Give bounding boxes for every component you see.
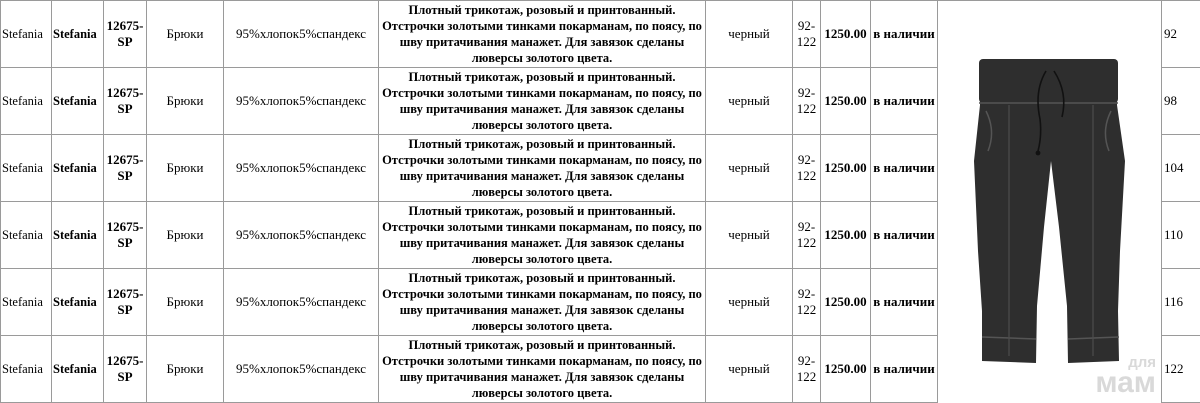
availability-cell: в наличии (871, 336, 938, 403)
size-range-cell: 92-122 (793, 336, 821, 403)
brand-bold-cell: Stefania (52, 269, 104, 336)
price-cell: 1250.00 (821, 202, 871, 269)
size-code-cell: 122 (1162, 336, 1200, 403)
article-cell: 12675-SP (104, 202, 147, 269)
size-range-cell: 92-122 (793, 135, 821, 202)
material-cell: 95%хлопок5%спандекс (224, 1, 379, 68)
brand-bold-cell: Stefania (52, 336, 104, 403)
availability-cell: в наличии (871, 1, 938, 68)
size-code-cell: 104 (1162, 135, 1200, 202)
description-cell: Плотный трикотаж, розовый и принтованный. Отстрочки золотыми тинками покарманам, по поясу, по шву притачивания манажет. Для завязок сделаны люверсы золотого цвета. (379, 269, 706, 336)
price-cell: 1250.00 (821, 336, 871, 403)
description-cell: Плотный трикотаж, розовый и принтованный. Отстрочки золотыми тинками покарманам, по поясу, по шву притачивания манажет. Для завязок сделаны люверсы золотого цвета. (379, 68, 706, 135)
product-photo-cell (938, 1, 1162, 403)
availability-cell: в наличии (871, 68, 938, 135)
brand-cell: Stefania (1, 202, 52, 269)
type-cell: Брюки (147, 336, 224, 403)
material-cell: 95%хлопок5%спандекс (224, 202, 379, 269)
article-cell: 12675-SP (104, 336, 147, 403)
article-cell: 12675-SP (104, 269, 147, 336)
size-range-cell: 92-122 (793, 269, 821, 336)
type-cell: Брюки (147, 1, 224, 68)
type-cell: Брюки (147, 202, 224, 269)
color-cell: черный (706, 336, 793, 403)
article-cell: 12675-SP (104, 135, 147, 202)
size-range-cell: 92-122 (793, 68, 821, 135)
description-cell: Плотный трикотаж, розовый и принтованный. Отстрочки золотыми тинками покарманам, по поясу, по шву притачивания манажет. Для завязок сделаны люверсы золотого цвета. (379, 1, 706, 68)
availability-cell: в наличии (871, 202, 938, 269)
size-code-cell: 110 (1162, 202, 1200, 269)
size-code-cell: 98 (1162, 68, 1200, 135)
watermark-logo (1095, 356, 1156, 397)
color-cell: черный (706, 68, 793, 135)
brand-bold-cell: Stefania (52, 68, 104, 135)
article-cell: 12675-SP (104, 68, 147, 135)
price-cell: 1250.00 (821, 269, 871, 336)
color-cell: черный (706, 269, 793, 336)
description-cell: Плотный трикотаж, розовый и принтованный. Отстрочки золотыми тинками покарманам, по поясу, по шву притачивания манажет. Для завязок сделаны люверсы золотого цвета. (379, 135, 706, 202)
brand-cell: Stefania (1, 269, 52, 336)
availability-cell: в наличии (871, 135, 938, 202)
size-range-cell: 92-122 (793, 1, 821, 68)
material-cell: 95%хлопок5%спандекс (224, 68, 379, 135)
description-cell: Плотный трикотаж, розовый и принтованный. Отстрочки золотыми тинками покарманам, по поясу, по шву притачивания манажет. Для завязок сделаны люверсы золотого цвета. (379, 336, 706, 403)
brand-cell: Stefania (1, 68, 52, 135)
price-cell: 1250.00 (821, 1, 871, 68)
size-code-cell: 116 (1162, 269, 1200, 336)
brand-bold-cell: Stefania (52, 135, 104, 202)
watermark-line1: для (1095, 356, 1156, 370)
color-cell: черный (706, 202, 793, 269)
size-code-cell: 92 (1162, 1, 1200, 68)
color-cell: черный (706, 1, 793, 68)
brand-bold-cell: Stefania (52, 202, 104, 269)
type-cell: Брюки (147, 269, 224, 336)
availability-cell: в наличии (871, 269, 938, 336)
price-cell: 1250.00 (821, 135, 871, 202)
size-range-cell: 92-122 (793, 202, 821, 269)
description-cell: Плотный трикотаж, розовый и принтованный. Отстрочки золотыми тинками покарманам, по поясу, по шву притачивания манажет. Для завязок сделаны люверсы золотого цвета. (379, 202, 706, 269)
material-cell: 95%хлопок5%спандекс (224, 269, 379, 336)
table-row (1, 1, 1200, 68)
brand-cell: Stefania (1, 135, 52, 202)
product-photo (938, 1, 1162, 402)
type-cell: Брюки (147, 68, 224, 135)
material-cell: 95%хлопок5%спандекс (224, 336, 379, 403)
black-trousers-image (938, 1, 1162, 402)
material-cell: 95%хлопок5%спандекс (224, 135, 379, 202)
brand-cell: Stefania (1, 336, 52, 403)
watermark-line2: мам (1095, 369, 1156, 396)
price-cell: 1250.00 (821, 68, 871, 135)
brand-cell: Stefania (1, 1, 52, 68)
article-cell: 12675-SP (104, 1, 147, 68)
brand-bold-cell: Stefania (52, 1, 104, 68)
color-cell: черный (706, 135, 793, 202)
type-cell: Брюки (147, 135, 224, 202)
